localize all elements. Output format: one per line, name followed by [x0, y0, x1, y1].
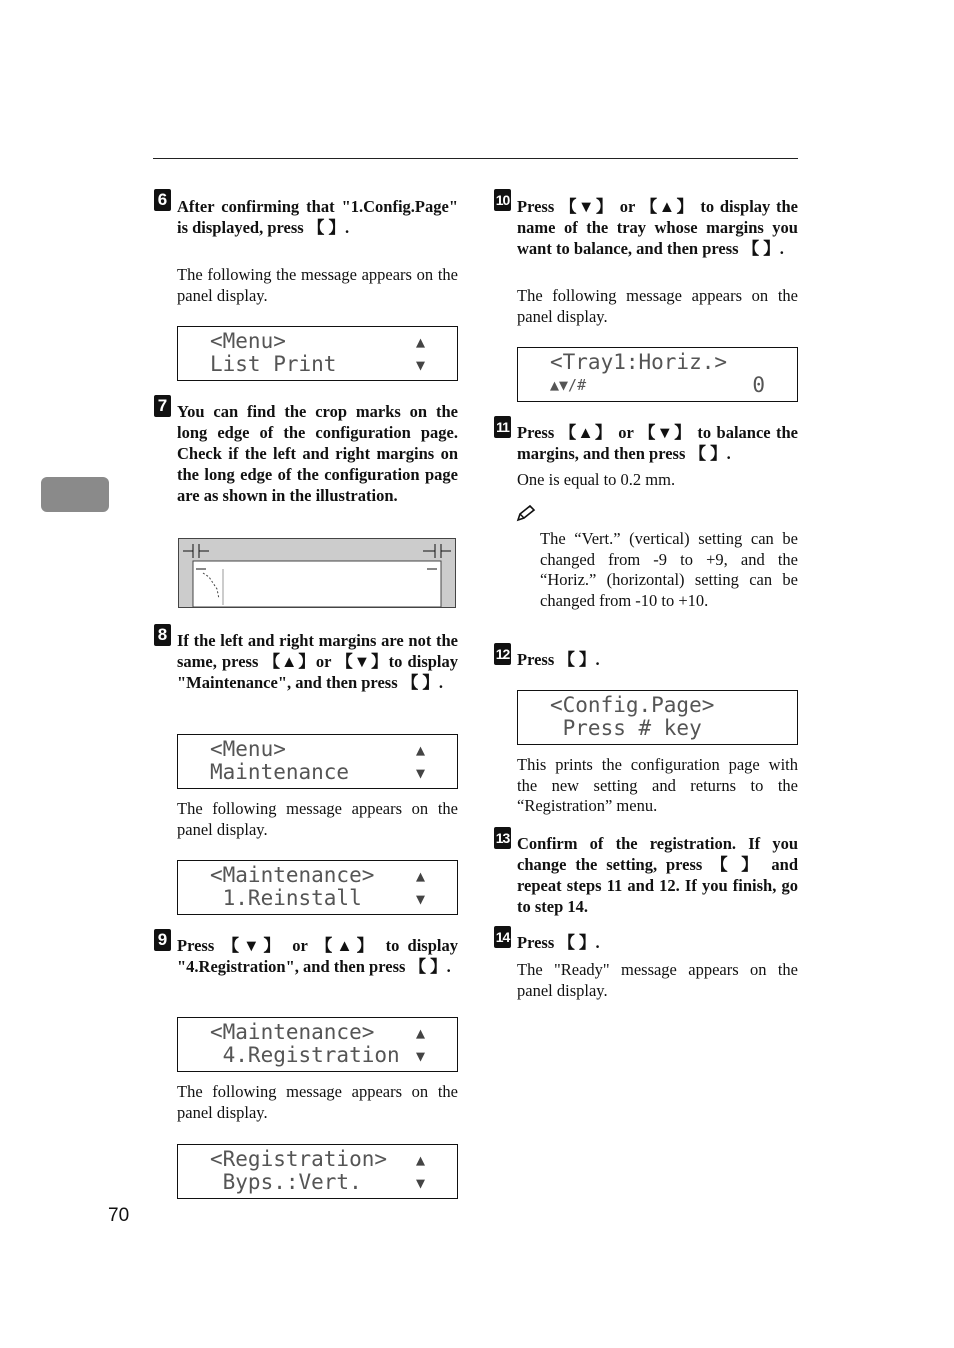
step-14-note: The "Ready" message appears on the panel display. — [517, 960, 798, 1000]
step-8-note: The following message appears on the panel display. — [177, 799, 458, 839]
lcd-menu-list-print — [177, 326, 458, 381]
up-arrow-icon: ▲ — [415, 333, 425, 351]
lcd-line-2: 4.Registration — [210, 1043, 400, 1067]
step-13-text: Confirm of the registration. If you change the setting, press 【 】 and repeat steps 11 and 12. If you finish, go to step 14. — [517, 834, 798, 916]
down-arrow-icon: ▼ — [415, 356, 425, 374]
lcd-line-1: <Menu> — [210, 329, 286, 353]
step-12-text: Press 【 】. — [517, 650, 600, 669]
lcd-line-2: List Print — [210, 352, 337, 376]
lcd-line-2: Maintenance — [210, 760, 350, 784]
step-number-9: 9 — [154, 929, 171, 951]
step-10-text: Press 【▼】 or 【▲】 to display the name of the tray whose margins you want to balance, and then press 【 】. — [517, 197, 798, 258]
up-arrow-icon: ▲ — [415, 1024, 425, 1042]
lcd-registration-bypass — [177, 1144, 458, 1199]
lcd-line-1: <Config.Page> — [550, 693, 715, 717]
down-arrow-icon: ▼ — [415, 1174, 425, 1192]
step-9-text: Press 【▼】 or 【▲】 to display "4.Registration", and then press 【 】. — [177, 936, 458, 976]
lcd-value: 0 — [752, 373, 765, 397]
lcd-maintenance-reinstall — [177, 860, 458, 915]
crop-mark-illustration — [178, 538, 456, 608]
step-11-note: One is equal to 0.2 mm. — [517, 470, 676, 489]
lcd-line-2: ▲▼/# — [550, 376, 587, 394]
up-arrow-icon: ▲ — [415, 867, 425, 885]
chapter-tab — [41, 477, 109, 512]
pencil-note-icon — [516, 504, 538, 524]
step-number-11: 11 — [494, 416, 511, 438]
step-11-text: Press 【▲】 or 【▼】 to balance the margins, and then press 【 】. — [517, 423, 798, 463]
step-8-text: If the left and right margins are not the same, press 【▲】or 【▼】to display "Maintenance", and then press 【 】. — [177, 631, 458, 692]
step-6-text: After confirming that "1.Config.Page" is displayed, press 【 】. — [177, 197, 458, 237]
lcd-line-2: Press # key — [550, 716, 702, 740]
down-arrow-icon: ▼ — [415, 1047, 425, 1065]
step-number-7: 7 — [154, 395, 171, 417]
lcd-config-page — [517, 690, 798, 745]
lcd-line-2: 1.Reinstall — [210, 886, 362, 910]
step-7-text: You can find the crop marks on the long edge of the configuration page. Check if the left and right margins on the long edge of the configuration page are as shown in the illustration. — [177, 402, 458, 505]
down-arrow-icon: ▼ — [415, 890, 425, 908]
step-number-10: 10 — [494, 189, 511, 211]
lcd-menu-maintenance — [177, 734, 458, 789]
step-number-14: 14 — [494, 926, 511, 948]
lcd-line-1: <Tray1:Horiz.> — [550, 350, 728, 374]
lcd-maintenance-registration — [177, 1017, 458, 1072]
lcd-line-1: <Maintenance> — [210, 863, 375, 887]
lcd-line-1: <Menu> — [210, 737, 286, 761]
lcd-line-1: <Maintenance> — [210, 1020, 375, 1044]
step-number-6: 6 — [154, 189, 171, 211]
header-rule — [153, 158, 798, 159]
step-12-note: This prints the configuration page with the new setting and returns to the “Registration” menu. — [517, 755, 798, 815]
lcd-line-2: Byps.:Vert. — [210, 1170, 362, 1194]
lcd-line-1: <Registration> — [210, 1147, 388, 1171]
page-number: 70 — [108, 1205, 130, 1226]
lcd-tray1-horiz — [517, 347, 798, 402]
step-number-12: 12 — [494, 643, 511, 665]
up-arrow-icon: ▲ — [415, 1151, 425, 1169]
down-arrow-icon: ▼ — [415, 764, 425, 782]
step-14-text: Press 【 】. — [517, 933, 600, 952]
step-number-13: 13 — [494, 827, 511, 849]
step-10-note: The following message appears on the panel display. — [517, 286, 798, 326]
crop-mark-diagram-icon — [179, 539, 455, 607]
step-9-note: The following message appears on the panel display. — [177, 1082, 458, 1122]
step-6-note: The following the message appears on the panel display. — [177, 265, 458, 305]
step-number-8: 8 — [154, 624, 171, 646]
registration-range-note: The “Vert.” (vertical) setting can be changed from -9 to +9, and the “Horiz.” (horizontal) setting can be changed from -10 to +10. — [540, 529, 798, 610]
up-arrow-icon: ▲ — [415, 741, 425, 759]
